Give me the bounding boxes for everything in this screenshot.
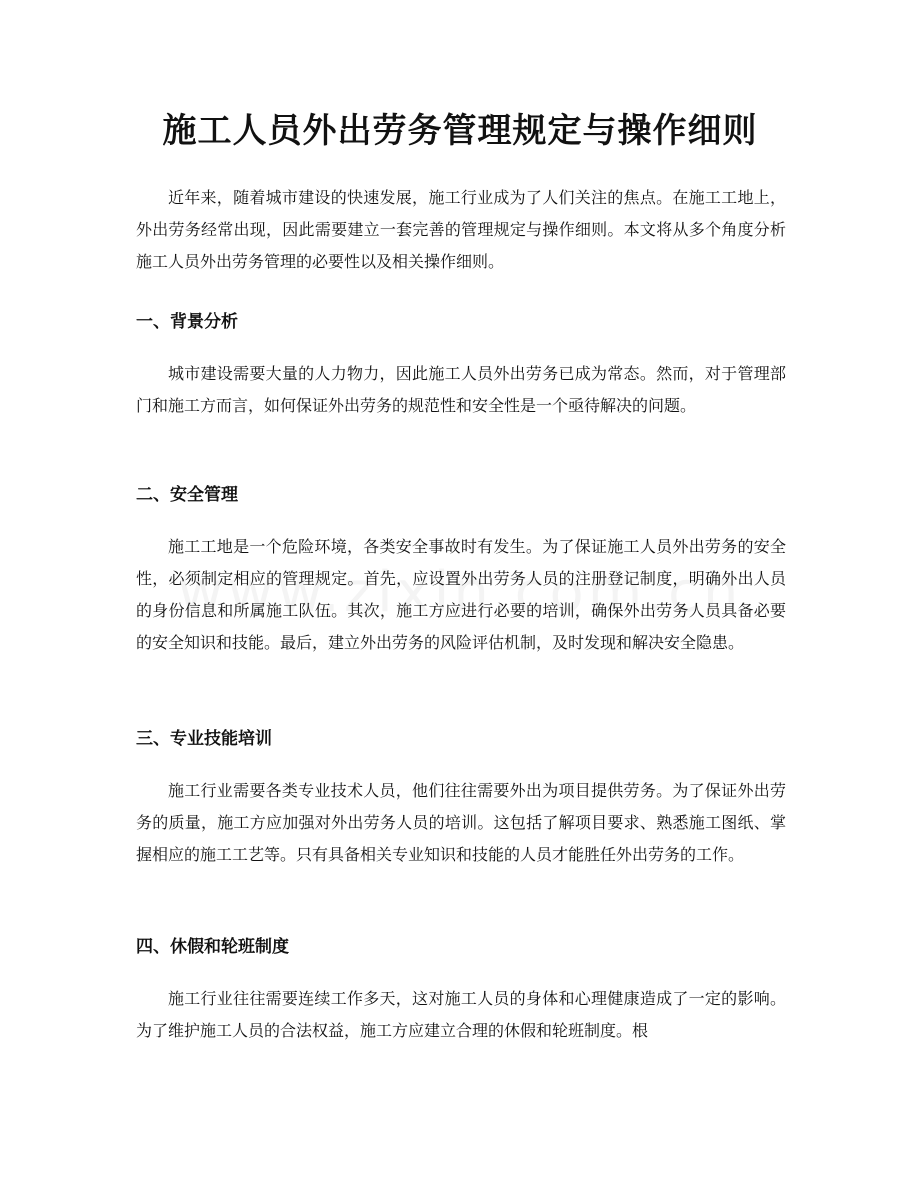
section-text-training: 施工行业需要各类专业技术人员，他们往往需要外出为项目提供劳务。为了保证外出劳务的质量，施工方应加强对外出劳务人员的培训。这包括了解项目要求、熟悉施工图纸、掌握相应的施工工艺等。只有具备相关专业知识和技能的人员才能胜任外出劳务的工作。 xyxy=(136,781,786,864)
intro-paragraph: 近年来，随着城市建设的快速发展，施工行业成为了人们关注的焦点。在施工工地上，外出劳务经常出现，因此需要建立一套完善的管理规定与操作细则。本文将从多个角度分析施工人员外出劳务管理的必要性以及相关操作细则。 xyxy=(136,188,786,271)
section-heading-background: 一、背景分析 xyxy=(136,312,238,332)
section-heading-training: 三、专业技能培训 xyxy=(136,729,272,749)
section-heading-leave: 四、休假和轮班制度 xyxy=(136,937,289,957)
page-title: 施工人员外出劳务管理规定与操作细则 xyxy=(162,111,758,151)
section-text-leave: 施工行业往往需要连续工作多天，这对施工人员的身体和心理健康造成了一定的影响。为了维护施工人员的合法权益，施工方应建立合理的休假和轮班制度。根 xyxy=(136,989,786,1040)
section-heading-safety: 二、安全管理 xyxy=(136,485,238,505)
section-text-safety: 施工工地是一个危险环境，各类安全事故时有发生。为了保证施工人员外出劳务的安全性，必须制定相应的管理规定。首先，应设置外出劳务人员的注册登记制度，明确外出人员的身份信息和所属施工队伍。其次，施工方应进行必要的培训，确保外出劳务人员具备必要的安全知识和技能。最后，建立外出劳务的风险评估机制，及时发现和解决安全隐患。 xyxy=(136,537,786,652)
section-text-background: 城市建设需要大量的人力物力，因此施工人员外出劳务已成为常态。然而，对于管理部门和施工方而言，如何保证外出劳务的规范性和安全性是一个亟待解决的问题。 xyxy=(136,364,786,415)
